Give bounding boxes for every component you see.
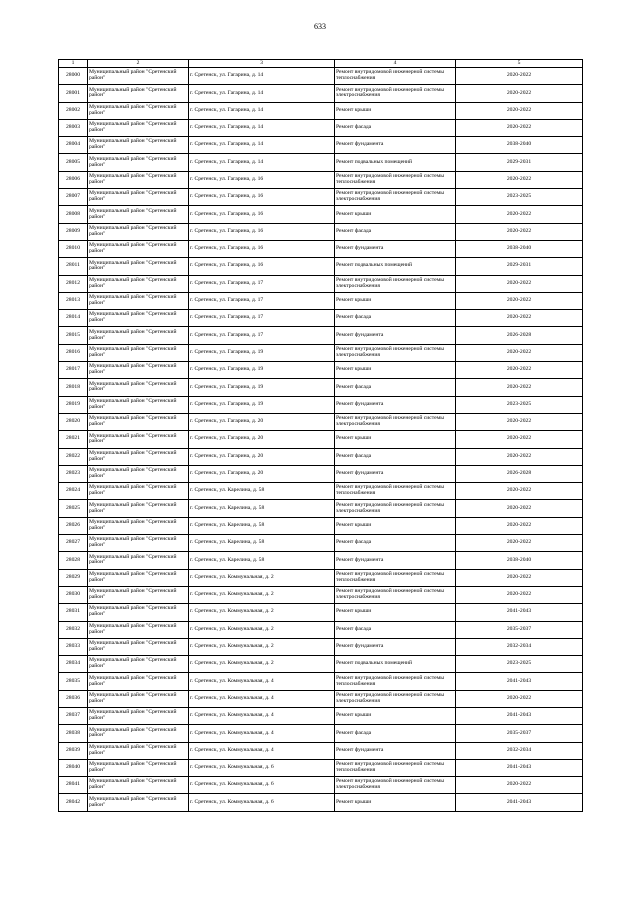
work-type-cell: Ремонт внутридомовой инженерной системы теплоснабжения [335, 759, 456, 776]
municipality-cell: Муниципальный район "Сретенский район" [88, 500, 189, 517]
row-number: 28024 [59, 483, 88, 500]
work-type-cell: Ремонт крыши [335, 517, 456, 534]
municipality-cell: Муниципальный район "Сретенский район" [88, 258, 189, 275]
municipality-cell: Муниципальный район "Сретенский район" [88, 673, 189, 690]
row-number: 28025 [59, 500, 88, 517]
work-type-cell: Ремонт подвальных помещений [335, 154, 456, 171]
work-type-cell: Ремонт внутридомовой инженерной системы теплоснабжения [335, 68, 456, 85]
row-number: 28027 [59, 535, 88, 552]
period-cell: 2032-2034 [456, 638, 583, 655]
work-type-cell: Ремонт внутридомовой инженерной системы электроснабжения [335, 586, 456, 603]
table-row [59, 189, 583, 206]
row-number: 28042 [59, 794, 88, 811]
row-number: 28019 [59, 396, 88, 413]
period-cell: 2020-2022 [456, 586, 583, 603]
work-type-cell: Ремонт подвальных помещений [335, 258, 456, 275]
table-row [59, 690, 583, 707]
work-type-cell: Ремонт внутридомовой инженерной системы электроснабжения [335, 189, 456, 206]
table-header [59, 60, 583, 68]
work-type-cell: Ремонт внутридомовой инженерной системы электроснабжения [335, 275, 456, 292]
row-number: 28020 [59, 413, 88, 430]
table-body [59, 68, 583, 812]
period-cell: 2020-2022 [456, 68, 583, 85]
address-cell: г. Сретенск, ул. Коммунальная, д. 6 [189, 759, 335, 776]
row-number: 28011 [59, 258, 88, 275]
address-cell: г. Сретенск, ул. Гагарина, д. 14 [189, 85, 335, 102]
row-number: 28022 [59, 448, 88, 465]
period-cell: 2041-2043 [456, 759, 583, 776]
work-type-cell: Ремонт внутридомовой инженерной системы электроснабжения [335, 344, 456, 361]
table-row [59, 206, 583, 223]
period-cell: 2041-2043 [456, 604, 583, 621]
period-cell: 2029-2031 [456, 154, 583, 171]
table-row [59, 569, 583, 586]
address-cell: г. Сретенск, ул. Гагарина, д. 16 [189, 223, 335, 240]
period-cell: 2020-2022 [456, 431, 583, 448]
work-type-cell: Ремонт фундамента [335, 465, 456, 482]
work-type-cell: Ремонт внутридомовой инженерной системы теплоснабжения [335, 673, 456, 690]
row-number: 28006 [59, 171, 88, 188]
work-type-cell: Ремонт фундамента [335, 240, 456, 257]
period-cell: 2020-2022 [456, 517, 583, 534]
period-cell: 2020-2022 [456, 310, 583, 327]
table-row [59, 586, 583, 603]
municipality-cell: Муниципальный район "Сретенский район" [88, 742, 189, 759]
table-row [59, 794, 583, 811]
row-number: 28041 [59, 777, 88, 794]
period-cell: 2032-2034 [456, 742, 583, 759]
municipality-cell: Муниципальный район "Сретенский район" [88, 569, 189, 586]
table-row [59, 483, 583, 500]
address-cell: г. Сретенск, ул. Коммунальная, д. 4 [189, 725, 335, 742]
work-type-cell: Ремонт внутридомовой инженерной системы электроснабжения [335, 413, 456, 430]
address-cell: г. Сретенск, ул. Гагарина, д. 19 [189, 396, 335, 413]
address-cell: г. Сретенск, ул. Гагарина, д. 20 [189, 448, 335, 465]
table-row [59, 465, 583, 482]
work-type-cell: Ремонт фасада [335, 621, 456, 638]
table-row [59, 396, 583, 413]
row-number: 28004 [59, 137, 88, 154]
period-cell: 2020-2022 [456, 379, 583, 396]
municipality-cell: Муниципальный район "Сретенский район" [88, 535, 189, 552]
row-number: 28037 [59, 707, 88, 724]
work-type-cell: Ремонт внутридомовой инженерной системы электроснабжения [335, 500, 456, 517]
table-row [59, 535, 583, 552]
table-row [59, 362, 583, 379]
municipality-cell: Муниципальный район "Сретенский район" [88, 552, 189, 569]
period-cell: 2020-2022 [456, 85, 583, 102]
work-type-cell: Ремонт внутридомовой инженерной системы электроснабжения [335, 777, 456, 794]
row-number: 28021 [59, 431, 88, 448]
address-cell: г. Сретенск, ул. Коммунальная, д. 4 [189, 673, 335, 690]
table-row [59, 413, 583, 430]
address-cell: г. Сретенск, ул. Гагарина, д. 19 [189, 379, 335, 396]
address-cell: г. Сретенск, ул. Гагарина, д. 16 [189, 189, 335, 206]
work-type-cell: Ремонт фасада [335, 223, 456, 240]
work-type-cell: Ремонт фундамента [335, 742, 456, 759]
period-cell: 2038-2040 [456, 552, 583, 569]
work-type-cell: Ремонт внутридомовой инженерной системы теплоснабжения [335, 483, 456, 500]
address-cell: г. Сретенск, ул. Коммунальная, д. 2 [189, 604, 335, 621]
municipality-cell: Муниципальный район "Сретенский район" [88, 240, 189, 257]
address-cell: г. Сретенск, ул. Гагарина, д. 16 [189, 240, 335, 257]
address-cell: г. Сретенск, ул. Коммунальная, д. 2 [189, 621, 335, 638]
table-row [59, 68, 583, 85]
municipality-cell: Муниципальный район "Сретенский район" [88, 759, 189, 776]
address-cell: г. Сретенск, ул. Коммунальная, д. 6 [189, 794, 335, 811]
address-cell: г. Сретенск, ул. Гагарина, д. 17 [189, 292, 335, 309]
municipality-cell: Муниципальный район "Сретенский район" [88, 707, 189, 724]
municipality-cell: Муниципальный район "Сретенский район" [88, 725, 189, 742]
row-number: 28008 [59, 206, 88, 223]
municipality-cell: Муниципальный район "Сретенский район" [88, 431, 189, 448]
row-number: 28014 [59, 310, 88, 327]
municipality-cell: Муниципальный район "Сретенский район" [88, 794, 189, 811]
work-type-cell: Ремонт внутридомовой инженерной системы электроснабжения [335, 85, 456, 102]
address-cell: г. Сретенск, ул. Гагарина, д. 16 [189, 206, 335, 223]
row-number: 28003 [59, 119, 88, 136]
work-type-cell: Ремонт фасада [335, 310, 456, 327]
row-number: 28038 [59, 725, 88, 742]
period-cell: 2020-2022 [456, 500, 583, 517]
period-cell: 2041-2043 [456, 794, 583, 811]
table-row [59, 500, 583, 517]
municipality-cell: Муниципальный район "Сретенский район" [88, 223, 189, 240]
municipality-cell: Муниципальный район "Сретенский район" [88, 517, 189, 534]
row-number: 28015 [59, 327, 88, 344]
row-number: 28040 [59, 759, 88, 776]
table-row [59, 604, 583, 621]
address-cell: г. Сретенск, ул. Гагарина, д. 20 [189, 431, 335, 448]
period-cell: 2023-2025 [456, 656, 583, 673]
header-col-4: 4 [335, 60, 456, 68]
period-cell: 2020-2022 [456, 413, 583, 430]
municipality-cell: Муниципальный район "Сретенский район" [88, 189, 189, 206]
table-row [59, 344, 583, 361]
municipality-cell: Муниципальный район "Сретенский район" [88, 656, 189, 673]
period-cell: 2020-2022 [456, 206, 583, 223]
row-number: 28013 [59, 292, 88, 309]
address-cell: г. Сретенск, ул. Коммунальная, д. 2 [189, 656, 335, 673]
table-row [59, 223, 583, 240]
municipality-cell: Муниципальный район "Сретенский район" [88, 85, 189, 102]
work-type-cell: Ремонт крыши [335, 707, 456, 724]
municipality-cell: Муниципальный район "Сретенский район" [88, 777, 189, 794]
table-row [59, 379, 583, 396]
work-type-cell: Ремонт фасада [335, 119, 456, 136]
table-row [59, 656, 583, 673]
period-cell: 2020-2022 [456, 535, 583, 552]
table-row [59, 85, 583, 102]
header-col-1: 1 [59, 60, 88, 68]
work-type-cell: Ремонт крыши [335, 431, 456, 448]
work-type-cell: Ремонт крыши [335, 292, 456, 309]
address-cell: г. Сретенск, ул. Гагарина, д. 19 [189, 344, 335, 361]
period-cell: 2020-2022 [456, 119, 583, 136]
table-row [59, 552, 583, 569]
municipality-cell: Муниципальный район "Сретенский район" [88, 396, 189, 413]
municipality-cell: Муниципальный район "Сретенский район" [88, 483, 189, 500]
period-cell: 2020-2022 [456, 275, 583, 292]
municipality-cell: Муниципальный район "Сретенский район" [88, 275, 189, 292]
work-type-cell: Ремонт внутридомовой инженерной системы теплоснабжения [335, 569, 456, 586]
table-row [59, 171, 583, 188]
table-row [59, 431, 583, 448]
municipality-cell: Муниципальный район "Сретенский район" [88, 379, 189, 396]
work-type-cell: Ремонт крыши [335, 794, 456, 811]
table-row [59, 759, 583, 776]
period-cell: 2020-2022 [456, 483, 583, 500]
table-row [59, 517, 583, 534]
municipality-cell: Муниципальный район "Сретенский район" [88, 604, 189, 621]
period-cell: 2041-2043 [456, 673, 583, 690]
row-number: 28018 [59, 379, 88, 396]
registry-table [58, 59, 583, 812]
row-number: 28031 [59, 604, 88, 621]
table-row [59, 725, 583, 742]
table-row [59, 119, 583, 136]
period-cell: 2023-2025 [456, 189, 583, 206]
row-number: 28036 [59, 690, 88, 707]
address-cell: г. Сретенск, ул. Гагарина, д. 19 [189, 362, 335, 379]
header-col-2: 2 [88, 60, 189, 68]
work-type-cell: Ремонт подвальных помещений [335, 656, 456, 673]
table-row [59, 310, 583, 327]
table-row [59, 742, 583, 759]
municipality-cell: Муниципальный район "Сретенский район" [88, 310, 189, 327]
address-cell: г. Сретенск, ул. Гагарина, д. 14 [189, 119, 335, 136]
address-cell: г. Сретенск, ул. Карелина, д. 58 [189, 500, 335, 517]
address-cell: г. Сретенск, ул. Карелина, д. 58 [189, 535, 335, 552]
work-type-cell: Ремонт крыши [335, 206, 456, 223]
municipality-cell: Муниципальный район "Сретенский район" [88, 68, 189, 85]
period-cell: 2038-2040 [456, 240, 583, 257]
work-type-cell: Ремонт фасада [335, 725, 456, 742]
page-number: 633 [314, 22, 326, 31]
table-row [59, 292, 583, 309]
period-cell: 2020-2022 [456, 362, 583, 379]
municipality-cell: Муниципальный район "Сретенский район" [88, 362, 189, 379]
municipality-cell: Муниципальный район "Сретенский район" [88, 638, 189, 655]
row-number: 28000 [59, 68, 88, 85]
table-row [59, 154, 583, 171]
work-type-cell: Ремонт фундамента [335, 552, 456, 569]
municipality-cell: Муниципальный район "Сретенский район" [88, 102, 189, 119]
row-number: 28039 [59, 742, 88, 759]
municipality-cell: Муниципальный район "Сретенский район" [88, 154, 189, 171]
row-number: 28026 [59, 517, 88, 534]
address-cell: г. Сретенск, ул. Гагарина, д. 17 [189, 327, 335, 344]
address-cell: г. Сретенск, ул. Гагарина, д. 14 [189, 154, 335, 171]
row-number: 28009 [59, 223, 88, 240]
municipality-cell: Муниципальный район "Сретенский район" [88, 448, 189, 465]
period-cell: 2026-2028 [456, 327, 583, 344]
work-type-cell: Ремонт фундамента [335, 137, 456, 154]
row-number: 28002 [59, 102, 88, 119]
address-cell: г. Сретенск, ул. Гагарина, д. 16 [189, 258, 335, 275]
table-row [59, 258, 583, 275]
period-cell: 2038-2040 [456, 137, 583, 154]
address-cell: г. Сретенск, ул. Карелина, д. 58 [189, 552, 335, 569]
row-number: 28012 [59, 275, 88, 292]
period-cell: 2020-2022 [456, 777, 583, 794]
period-cell: 2023-2025 [456, 396, 583, 413]
municipality-cell: Муниципальный район "Сретенский район" [88, 690, 189, 707]
address-cell: г. Сретенск, ул. Коммунальная, д. 4 [189, 690, 335, 707]
work-type-cell: Ремонт внутридомовой инженерной системы теплоснабжения [335, 171, 456, 188]
row-number: 28035 [59, 673, 88, 690]
municipality-cell: Муниципальный район "Сретенский район" [88, 137, 189, 154]
table-row [59, 673, 583, 690]
municipality-cell: Муниципальный район "Сретенский район" [88, 465, 189, 482]
work-type-cell: Ремонт внутридомовой инженерной системы электроснабжения [335, 690, 456, 707]
municipality-cell: Муниципальный район "Сретенский район" [88, 171, 189, 188]
address-cell: г. Сретенск, ул. Гагарина, д. 17 [189, 310, 335, 327]
work-type-cell: Ремонт крыши [335, 102, 456, 119]
municipality-cell: Муниципальный район "Сретенский район" [88, 206, 189, 223]
row-number: 28029 [59, 569, 88, 586]
address-cell: г. Сретенск, ул. Коммунальная, д. 6 [189, 777, 335, 794]
work-type-cell: Ремонт фасада [335, 535, 456, 552]
period-cell: 2035-2037 [456, 725, 583, 742]
table-row [59, 327, 583, 344]
row-number: 28034 [59, 656, 88, 673]
period-cell: 2020-2022 [456, 690, 583, 707]
municipality-cell: Муниципальный район "Сретенский район" [88, 292, 189, 309]
table-row [59, 621, 583, 638]
header-row [59, 60, 583, 68]
table-row [59, 777, 583, 794]
municipality-cell: Муниципальный район "Сретенский район" [88, 344, 189, 361]
address-cell: г. Сретенск, ул. Гагарина, д. 14 [189, 102, 335, 119]
table-row [59, 448, 583, 465]
table-row [59, 275, 583, 292]
work-type-cell: Ремонт крыши [335, 604, 456, 621]
header-col-3: 3 [189, 60, 335, 68]
period-cell: 2020-2022 [456, 292, 583, 309]
period-cell: 2020-2022 [456, 223, 583, 240]
row-number: 28007 [59, 189, 88, 206]
address-cell: г. Сретенск, ул. Гагарина, д. 20 [189, 413, 335, 430]
work-type-cell: Ремонт фундамента [335, 396, 456, 413]
row-number: 28001 [59, 85, 88, 102]
period-cell: 2020-2022 [456, 102, 583, 119]
address-cell: г. Сретенск, ул. Гагарина, д. 14 [189, 68, 335, 85]
address-cell: г. Сретенск, ул. Коммунальная, д. 4 [189, 742, 335, 759]
address-cell: г. Сретенск, ул. Гагарина, д. 20 [189, 465, 335, 482]
address-cell: г. Сретенск, ул. Карелина, д. 58 [189, 483, 335, 500]
municipality-cell: Муниципальный район "Сретенский район" [88, 621, 189, 638]
period-cell: 2041-2043 [456, 707, 583, 724]
municipality-cell: Муниципальный район "Сретенский район" [88, 119, 189, 136]
address-cell: г. Сретенск, ул. Карелина, д. 58 [189, 517, 335, 534]
period-cell: 2020-2022 [456, 569, 583, 586]
period-cell: 2035-2037 [456, 621, 583, 638]
period-cell: 2020-2022 [456, 448, 583, 465]
period-cell: 2029-2031 [456, 258, 583, 275]
row-number: 28030 [59, 586, 88, 603]
row-number: 28016 [59, 344, 88, 361]
table-row [59, 102, 583, 119]
address-cell: г. Сретенск, ул. Коммунальная, д. 2 [189, 638, 335, 655]
period-cell: 2020-2022 [456, 344, 583, 361]
address-cell: г. Сретенск, ул. Коммунальная, д. 4 [189, 707, 335, 724]
municipality-cell: Муниципальный район "Сретенский район" [88, 327, 189, 344]
period-cell: 2026-2028 [456, 465, 583, 482]
address-cell: г. Сретенск, ул. Гагарина, д. 14 [189, 137, 335, 154]
table-row [59, 707, 583, 724]
period-cell: 2020-2022 [456, 171, 583, 188]
row-number: 28017 [59, 362, 88, 379]
row-number: 28033 [59, 638, 88, 655]
row-number: 28032 [59, 621, 88, 638]
work-type-cell: Ремонт фасада [335, 448, 456, 465]
row-number: 28010 [59, 240, 88, 257]
municipality-cell: Муниципальный район "Сретенский район" [88, 586, 189, 603]
table-row [59, 137, 583, 154]
table-row [59, 240, 583, 257]
address-cell: г. Сретенск, ул. Коммунальная, д. 2 [189, 586, 335, 603]
row-number: 28023 [59, 465, 88, 482]
address-cell: г. Сретенск, ул. Гагарина, д. 17 [189, 275, 335, 292]
work-type-cell: Ремонт фасада [335, 379, 456, 396]
work-type-cell: Ремонт фундамента [335, 327, 456, 344]
work-type-cell: Ремонт фундамента [335, 638, 456, 655]
header-col-5: 5 [456, 60, 583, 68]
municipality-cell: Муниципальный район "Сретенский район" [88, 413, 189, 430]
address-cell: г. Сретенск, ул. Коммунальная, д. 2 [189, 569, 335, 586]
table-row [59, 638, 583, 655]
row-number: 28028 [59, 552, 88, 569]
work-type-cell: Ремонт крыши [335, 362, 456, 379]
row-number: 28005 [59, 154, 88, 171]
address-cell: г. Сретенск, ул. Гагарина, д. 16 [189, 171, 335, 188]
